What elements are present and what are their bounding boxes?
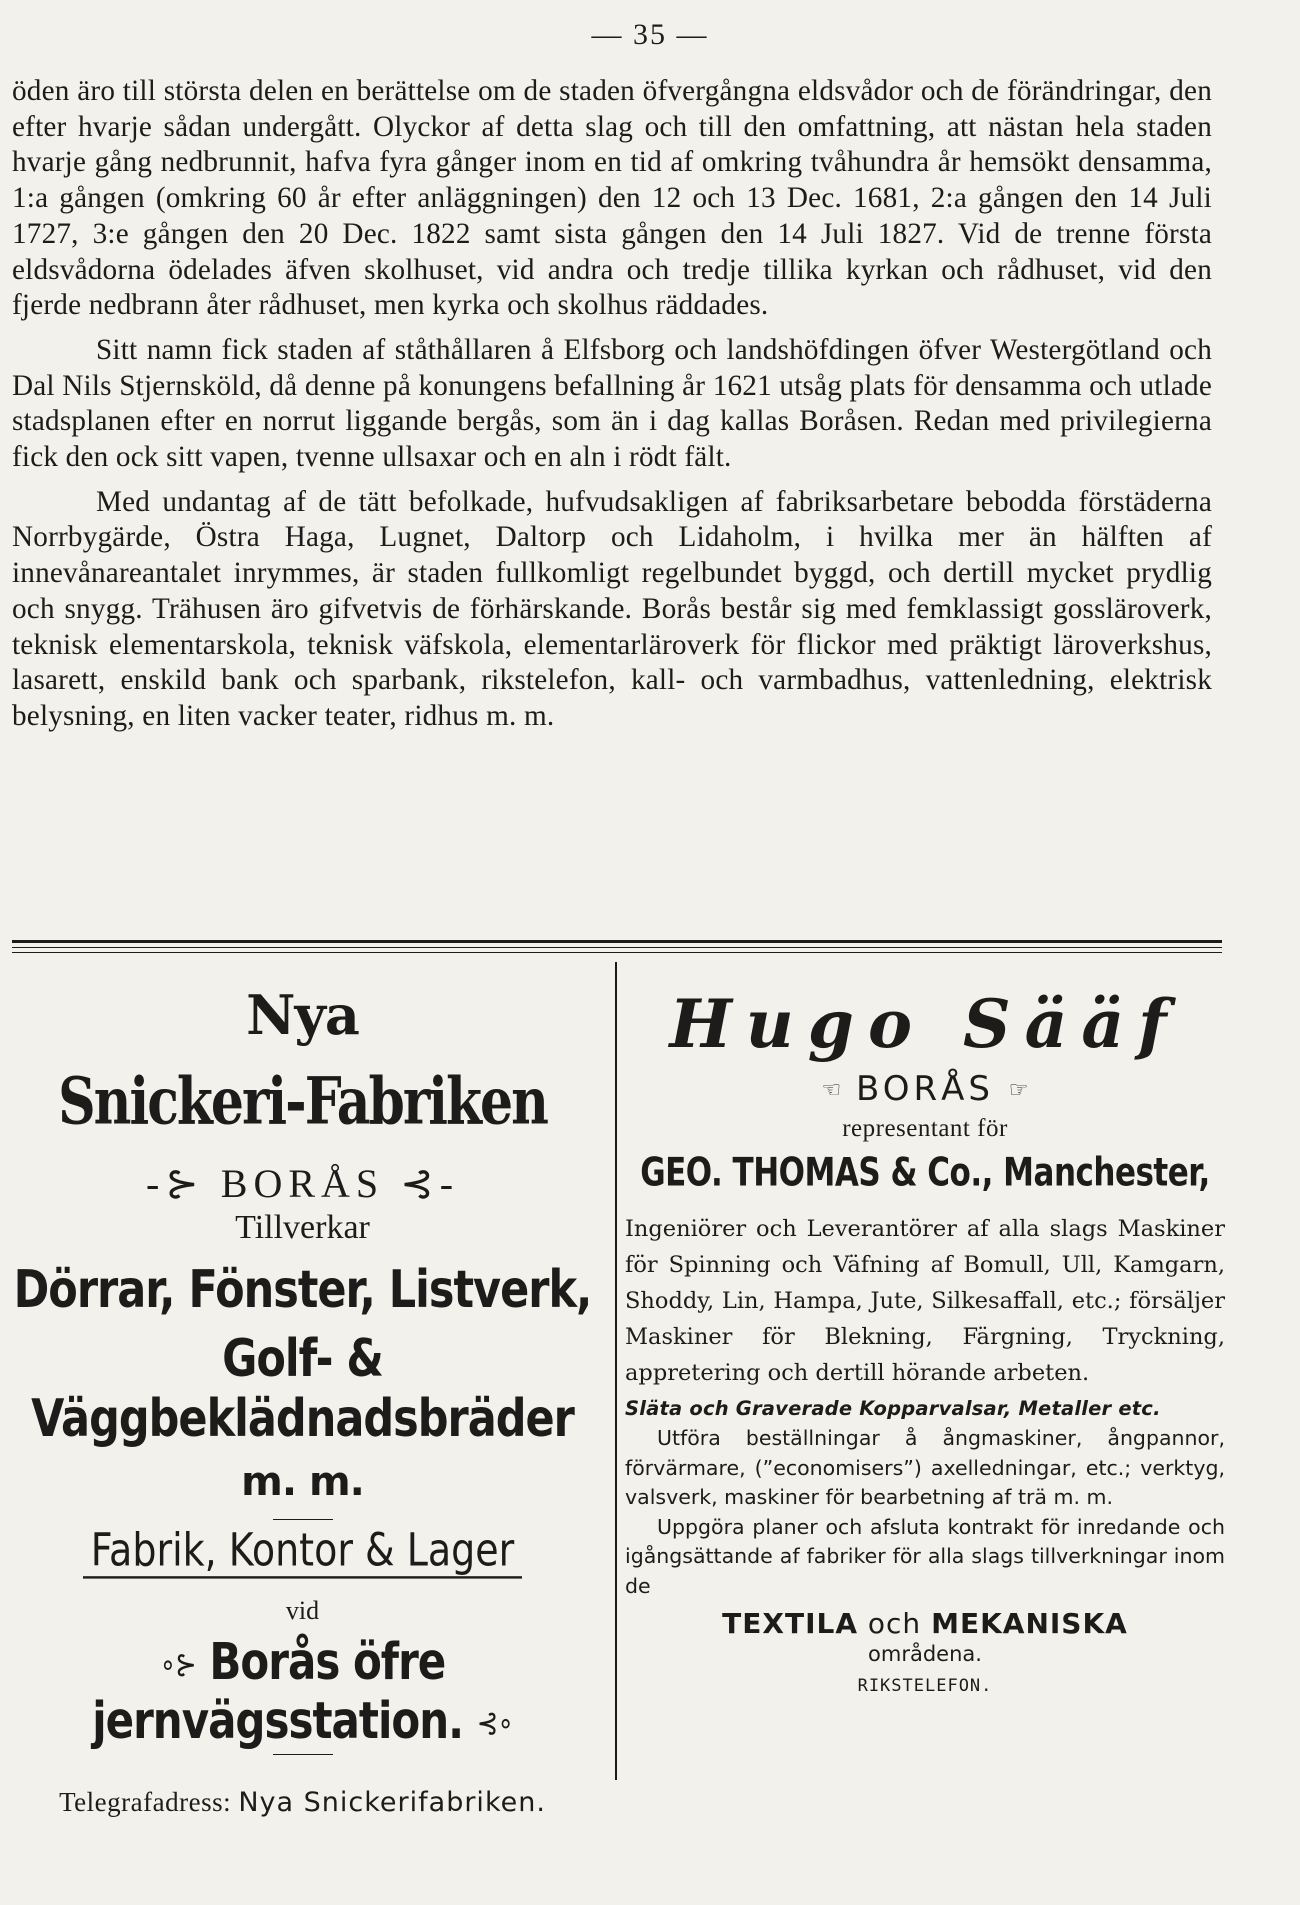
ad-left-tillverkar: Tillverkar xyxy=(235,1209,370,1246)
ornament-right: ⊰∘ xyxy=(476,1706,513,1742)
paragraph-2: Sitt namn fick staden af ståthållaren å Elfsborg och landshöfdingen öfver Westergötland och Dal Nils Stjernsköld, då denne på konungens befallning år 1621 utsåg plats för densamma och utlade stadsplanen efter en norrut liggande bergås, som än i dag kallas Boråsen. Redan med privilegierna fick den ock sitt vapen, tvenne ullsaxar och en aln i rödt fält. xyxy=(12,333,1212,474)
ad-right-omradena: områdena. xyxy=(868,1642,982,1666)
ad-right-description: Ingeniörer och Leverantörer af alla slags Maskiner för Spinning och Väfning af Bomull, Ull, Kamgarn, Shoddy, Lin, Hampa, Jute, Silkesaffall, etc.; försäljer Maskiner för Blekning, Färgning, Tryckning, appretering och dertill hörande arbeten. xyxy=(625,1216,1225,1386)
ad-left-telegraf xyxy=(0,1787,605,1818)
ad-right-rikstelefon: RIKSTELEFON. xyxy=(857,1676,993,1696)
ad-left-nya: Nya xyxy=(246,983,359,1047)
ad-left-vid: vid xyxy=(285,1596,320,1625)
divider-rule xyxy=(12,940,1222,943)
body-text xyxy=(12,74,1212,735)
telegraf-value: Nya Snickerifabriken. xyxy=(238,1787,546,1818)
short-rule xyxy=(273,1519,333,1520)
ad-right-italic-line: Släta och Graverade Kopparvalsar, Metaller etc. xyxy=(625,1397,1161,1420)
ad-snickeri-fabriken xyxy=(0,975,605,1818)
ad-right-company: GEO. THOMAS & Co., Manchester, xyxy=(640,1150,1210,1196)
short-rule xyxy=(273,1754,333,1755)
ornament-right: ⊰- xyxy=(400,1161,460,1206)
ornament-left: ∘⊱ xyxy=(159,1647,196,1684)
ad-right-textila-line xyxy=(625,1607,1225,1640)
ad-left-station: Borås öfre jernvägsstation. xyxy=(92,1632,464,1750)
paragraph-3: Med undantag af de tätt befolkade, hufvudsakligen af fabriksarbetare bebodda förstäderna Norrbygärde, Östra Haga, Lugnet, Daltorp och Lidaholm, i hvilka mer än hälften af innevånareantalet inrymmes, är staden fullkomligt regelbundet byggd, och dertill mycket prydlig och snygg. Trähusen äro gifvetvis de förhärskande. Borås består sig med femklassigt gossläroverk, teknisk elementarskola, teknisk väfskola, elementarläroverk för flickor med präktigt läroverkshus, lasarett, enskild bank och sparbank, rikstelefon, kall- och varmbadhus, vattenledning, elektrisk belysning, en liten vacker teater, ridhus m. m. xyxy=(12,485,1212,732)
ad-left-mm: m. m. xyxy=(241,1459,364,1505)
ad-left-products-1: Dörrar, Fönster, Listverk, xyxy=(13,1260,592,1320)
ad-left-fabrik: Fabrik, Kontor & Lager xyxy=(83,1523,523,1578)
divider-rule-thin xyxy=(12,947,1222,948)
services-paragraph-2: Uppgöra planer och afsluta kontrakt för inredande och igångsättande af fabriker för alla slags tillverkningar inom de xyxy=(625,1514,1225,1598)
ad-left-city-line xyxy=(0,1160,605,1207)
ad-left-name: Snickeri-Fabriken xyxy=(58,1063,547,1140)
ad-right-representant: representant för xyxy=(842,1115,1008,1142)
ad-left-city: BORÅS xyxy=(220,1161,385,1206)
pointing-hand-left-icon: ☜ xyxy=(821,1078,842,1103)
column-divider xyxy=(615,962,617,1780)
ad-right-name: Hugo Sääf xyxy=(669,985,1181,1063)
telegraf-label: Telegrafadress: xyxy=(59,1787,232,1817)
paragraph-1: öden äro till största delen en berättelse om de staden öfvergångna eldsvådor och de förändringar, den efter hvarje sådan undergått. Olyckor af detta slag och till den omfattning, att nästan hela staden hvarje gång nedbrunnit, hafva fyra gånger inom en tid af omkring tvåhundra år hemsökt densamma, 1:a gången (omkring 60 år efter anläggningen) den 12 och 13 Dec. 1681, 2:a gången den 14 Juli 1727, 3:e gången den 20 Dec. 1822 samt sista gången den 14 Juli 1827. Vid de trenne första eldsvådorna ödelades äfven skolhuset, vid andra och tredje tillika kyrkan och rådhuset, vid den fjerde nedbrann åter rådhuset, men kyrka och skolhus räddades. xyxy=(12,75,1212,322)
ad-right-city-line xyxy=(625,1069,1225,1109)
ad-left-station-line xyxy=(0,1632,605,1750)
textila-word: TEXTILA xyxy=(722,1607,858,1640)
pointing-hand-right-icon: ☞ xyxy=(1008,1078,1029,1103)
page-number: — 35 — xyxy=(591,18,709,51)
ad-right-services xyxy=(625,1424,1225,1601)
mekaniska-word: MEKANISKA xyxy=(931,1607,1128,1640)
ad-hugo-saaf xyxy=(625,975,1225,1696)
services-paragraph-1: Utföra beställningar å ångmaskiner, ångpannor, förvärmare, (”economisers”) axelledningar, etc.; verktyg, valsverk, maskiner för bearbetning af trä m. m. xyxy=(625,1426,1225,1509)
ad-right-city: BORÅS xyxy=(856,1069,994,1109)
ornament-left: -⊱ xyxy=(145,1161,205,1206)
ad-left-products-2: Golf- & Väggbeklädnadsbräder xyxy=(31,1329,574,1449)
divider-rule-thin xyxy=(12,952,1222,953)
och-word: och xyxy=(867,1607,922,1640)
